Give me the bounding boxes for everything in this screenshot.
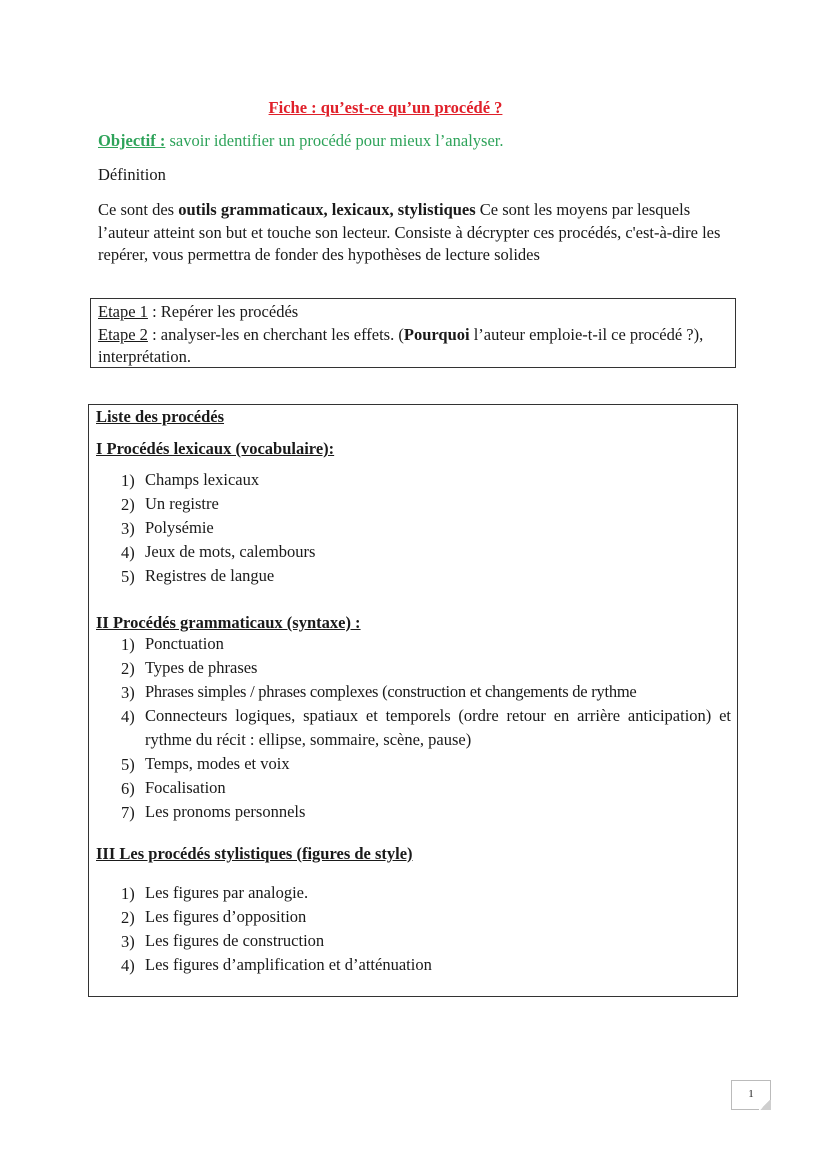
item-text: Types de phrases (145, 658, 258, 677)
list-item (121, 659, 731, 679)
item-text: Ponctuation (145, 634, 224, 653)
list-item (121, 683, 731, 703)
list-item (121, 635, 731, 655)
item-number: 2) (121, 659, 135, 678)
item-text: Registres de langue (145, 566, 275, 585)
item-text: Temps, modes et voix (145, 754, 290, 773)
definition-intro: Ce sont des (98, 200, 179, 219)
item-number: 1) (121, 471, 135, 490)
list-heading: Liste des procédés (96, 407, 225, 426)
item-number: 5) (121, 567, 135, 586)
item-text: Champs lexicaux (145, 470, 260, 489)
item-text: Focalisation (145, 778, 226, 797)
list-item (121, 803, 731, 823)
page-number: 1 (748, 1088, 754, 1100)
section-heading-stylistiques: III Les procédés stylistiques (figures de style) (96, 844, 413, 863)
steps-box (90, 298, 736, 368)
step-label: Etape 1 (98, 302, 148, 321)
step-text: : analyser-les en cherchant les effets. ( (147, 324, 404, 344)
item-number: 5) (121, 755, 135, 774)
definition-heading: Définition (98, 165, 166, 184)
page-curl-icon (759, 1100, 771, 1110)
item-number: 3) (121, 519, 135, 538)
list-item (121, 932, 731, 952)
item-text: Polysémie (145, 518, 214, 537)
step-bold: Pourquoi (403, 324, 470, 344)
list-item (121, 779, 731, 799)
item-text: Les figures de construction (145, 931, 325, 950)
objective-label: Objectif : (98, 131, 166, 150)
item-number: 7) (121, 803, 135, 822)
list-item (121, 519, 731, 539)
procedes-list-box (88, 404, 738, 997)
item-text: Un registre (145, 494, 219, 513)
item-text: Phrases simples / phrases complexes (construction et changements de rythme (145, 682, 637, 701)
step-text-after: l’auteur emploie-t-il ce procédé ?), interprétation. (98, 324, 704, 366)
list-item (121, 567, 731, 587)
item-number: 3) (121, 932, 135, 951)
item-number: 6) (121, 779, 135, 798)
item-text: Les figures par analogie. (145, 883, 309, 902)
list-item (121, 706, 731, 749)
item-text: Connecteurs logiques, spatiaux et temporels (ordre retour en arrière anticipation) et rythme du récit : ellipse, sommaire, scène, pause) (145, 706, 731, 749)
item-text: Les pronoms personnels (145, 802, 306, 821)
list-item (121, 495, 731, 515)
step-text: : Repérer les procédés (147, 302, 299, 321)
item-number: 3) (121, 683, 135, 702)
item-text: Les figures d’amplification et d’atténuation (145, 955, 432, 974)
item-number: 4) (121, 707, 135, 726)
page-title: Fiche : qu’est-ce qu’un procédé ? (268, 98, 503, 117)
definition-bold: outils grammaticaux, lexicaux, stylistiques (178, 200, 476, 219)
objective (98, 131, 504, 151)
section-heading-lexicaux: I Procédés lexicaux (vocabulaire): (96, 439, 335, 458)
list-item (121, 956, 731, 976)
step-1 (98, 301, 728, 324)
objective-text: savoir identifier un procédé pour mieux l’analyser. (165, 131, 504, 150)
item-number: 1) (121, 635, 135, 654)
item-text: Jeux de mots, calembours (145, 542, 316, 561)
definition-paragraph (98, 199, 738, 267)
item-number: 4) (121, 543, 135, 562)
section-heading-grammaticaux: II Procédés grammaticaux (syntaxe) : (96, 613, 361, 632)
list-item (121, 908, 731, 928)
item-number: 4) (121, 956, 135, 975)
item-number: 2) (121, 908, 135, 927)
page-number-box (731, 1080, 771, 1110)
list-item (121, 543, 731, 563)
step-label: Etape 2 (98, 324, 148, 344)
definition-rest: Ce sont les moyens par lesquels l’auteur atteint son but et touche son lecteur. Consiste à décrypter ces procédés, c'est-à-dire les repérer, vous permettra de fonder des hypothèses de lecture solides (98, 200, 721, 264)
list-item (121, 884, 731, 904)
step-2 (98, 324, 728, 369)
item-number: 1) (121, 884, 135, 903)
item-text: Les figures d’opposition (145, 907, 307, 926)
list-item (121, 755, 731, 775)
list-item (121, 471, 731, 491)
item-number: 2) (121, 495, 135, 514)
